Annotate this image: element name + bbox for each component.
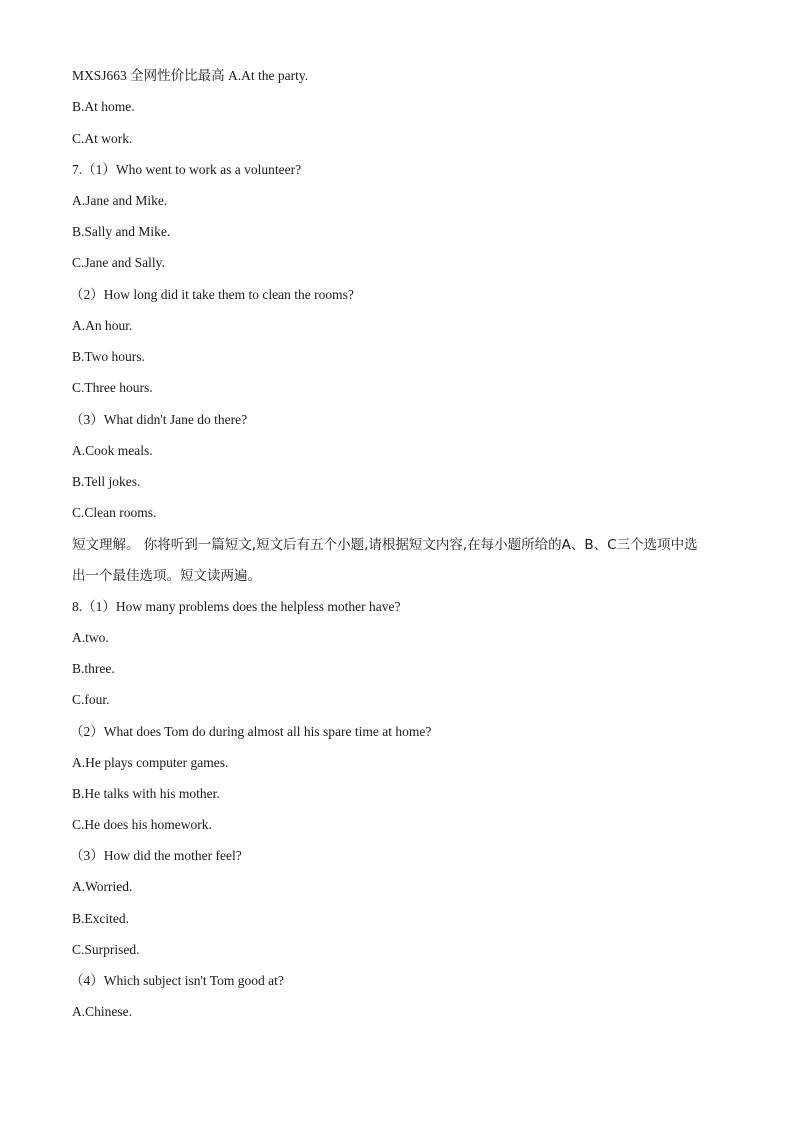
question-7-3-text: （3）What didn't Jane do there?: [70, 412, 248, 427]
question-8-2-option-c: C.He does his homework.: [72, 817, 212, 832]
question-8-3-option-a: A.Worried.: [72, 879, 133, 894]
question-7-1-option-b: B.Sally and Mike.: [72, 224, 171, 239]
question-8-2-text: （2）What does Tom do during almost all his spare time at home?: [70, 724, 432, 739]
question-8-1-option-c: C.four.: [72, 692, 110, 707]
question-6-option-c: C.At work.: [72, 131, 133, 146]
question-7-2-option-c: C.Three hours.: [72, 380, 153, 395]
question-8-3-option-b: B.Excited.: [72, 911, 129, 926]
question-7-2-option-a: A.An hour.: [72, 318, 133, 333]
question-8-3-option-c: C.Surprised.: [72, 942, 140, 957]
question-8-4-text: （4）Which subject isn't Tom good at?: [70, 973, 284, 988]
question-8-2-option-a: A.He plays computer games.: [72, 755, 229, 770]
question-7-3-option-b: B.Tell jokes.: [72, 474, 141, 489]
question-8-3-text: （3）How did the mother feel?: [70, 848, 242, 863]
question-8-1-option-a: A.two.: [72, 630, 109, 645]
question-8-2-option-b: B.He talks with his mother.: [72, 786, 220, 801]
section-instructions-line-1: 短文理解。 你将听到一篇短文,短文后有五个小题,请根据短文内容,在每小题所给的A、B、C三个选项中选: [72, 537, 698, 553]
question-8-1-option-b: B.three.: [72, 661, 115, 676]
question-7-1-text: 7.（1）Who went to work as a volunteer?: [72, 162, 302, 177]
question-7-1-option-a: A.Jane and Mike.: [72, 193, 168, 208]
question-7-3-option-c: C.Clean rooms.: [72, 505, 157, 520]
section-instructions-line-2: 出一个最佳选项。短文读两遍。: [72, 568, 261, 584]
question-6-option-a-with-header: MXSJ663 全网性价比最高 A.At the party.: [72, 68, 309, 83]
question-8-1-text: 8.（1）How many problems does the helpless mother have?: [72, 599, 401, 614]
question-8-4-option-a: A.Chinese.: [72, 1004, 132, 1019]
question-6-option-b: B.At home.: [72, 99, 135, 114]
question-7-3-option-a: A.Cook meals.: [72, 443, 153, 458]
question-7-2-text: （2）How long did it take them to clean the rooms?: [70, 287, 354, 302]
question-7-1-option-c: C.Jane and Sally.: [72, 255, 165, 270]
question-7-2-option-b: B.Two hours.: [72, 349, 145, 364]
